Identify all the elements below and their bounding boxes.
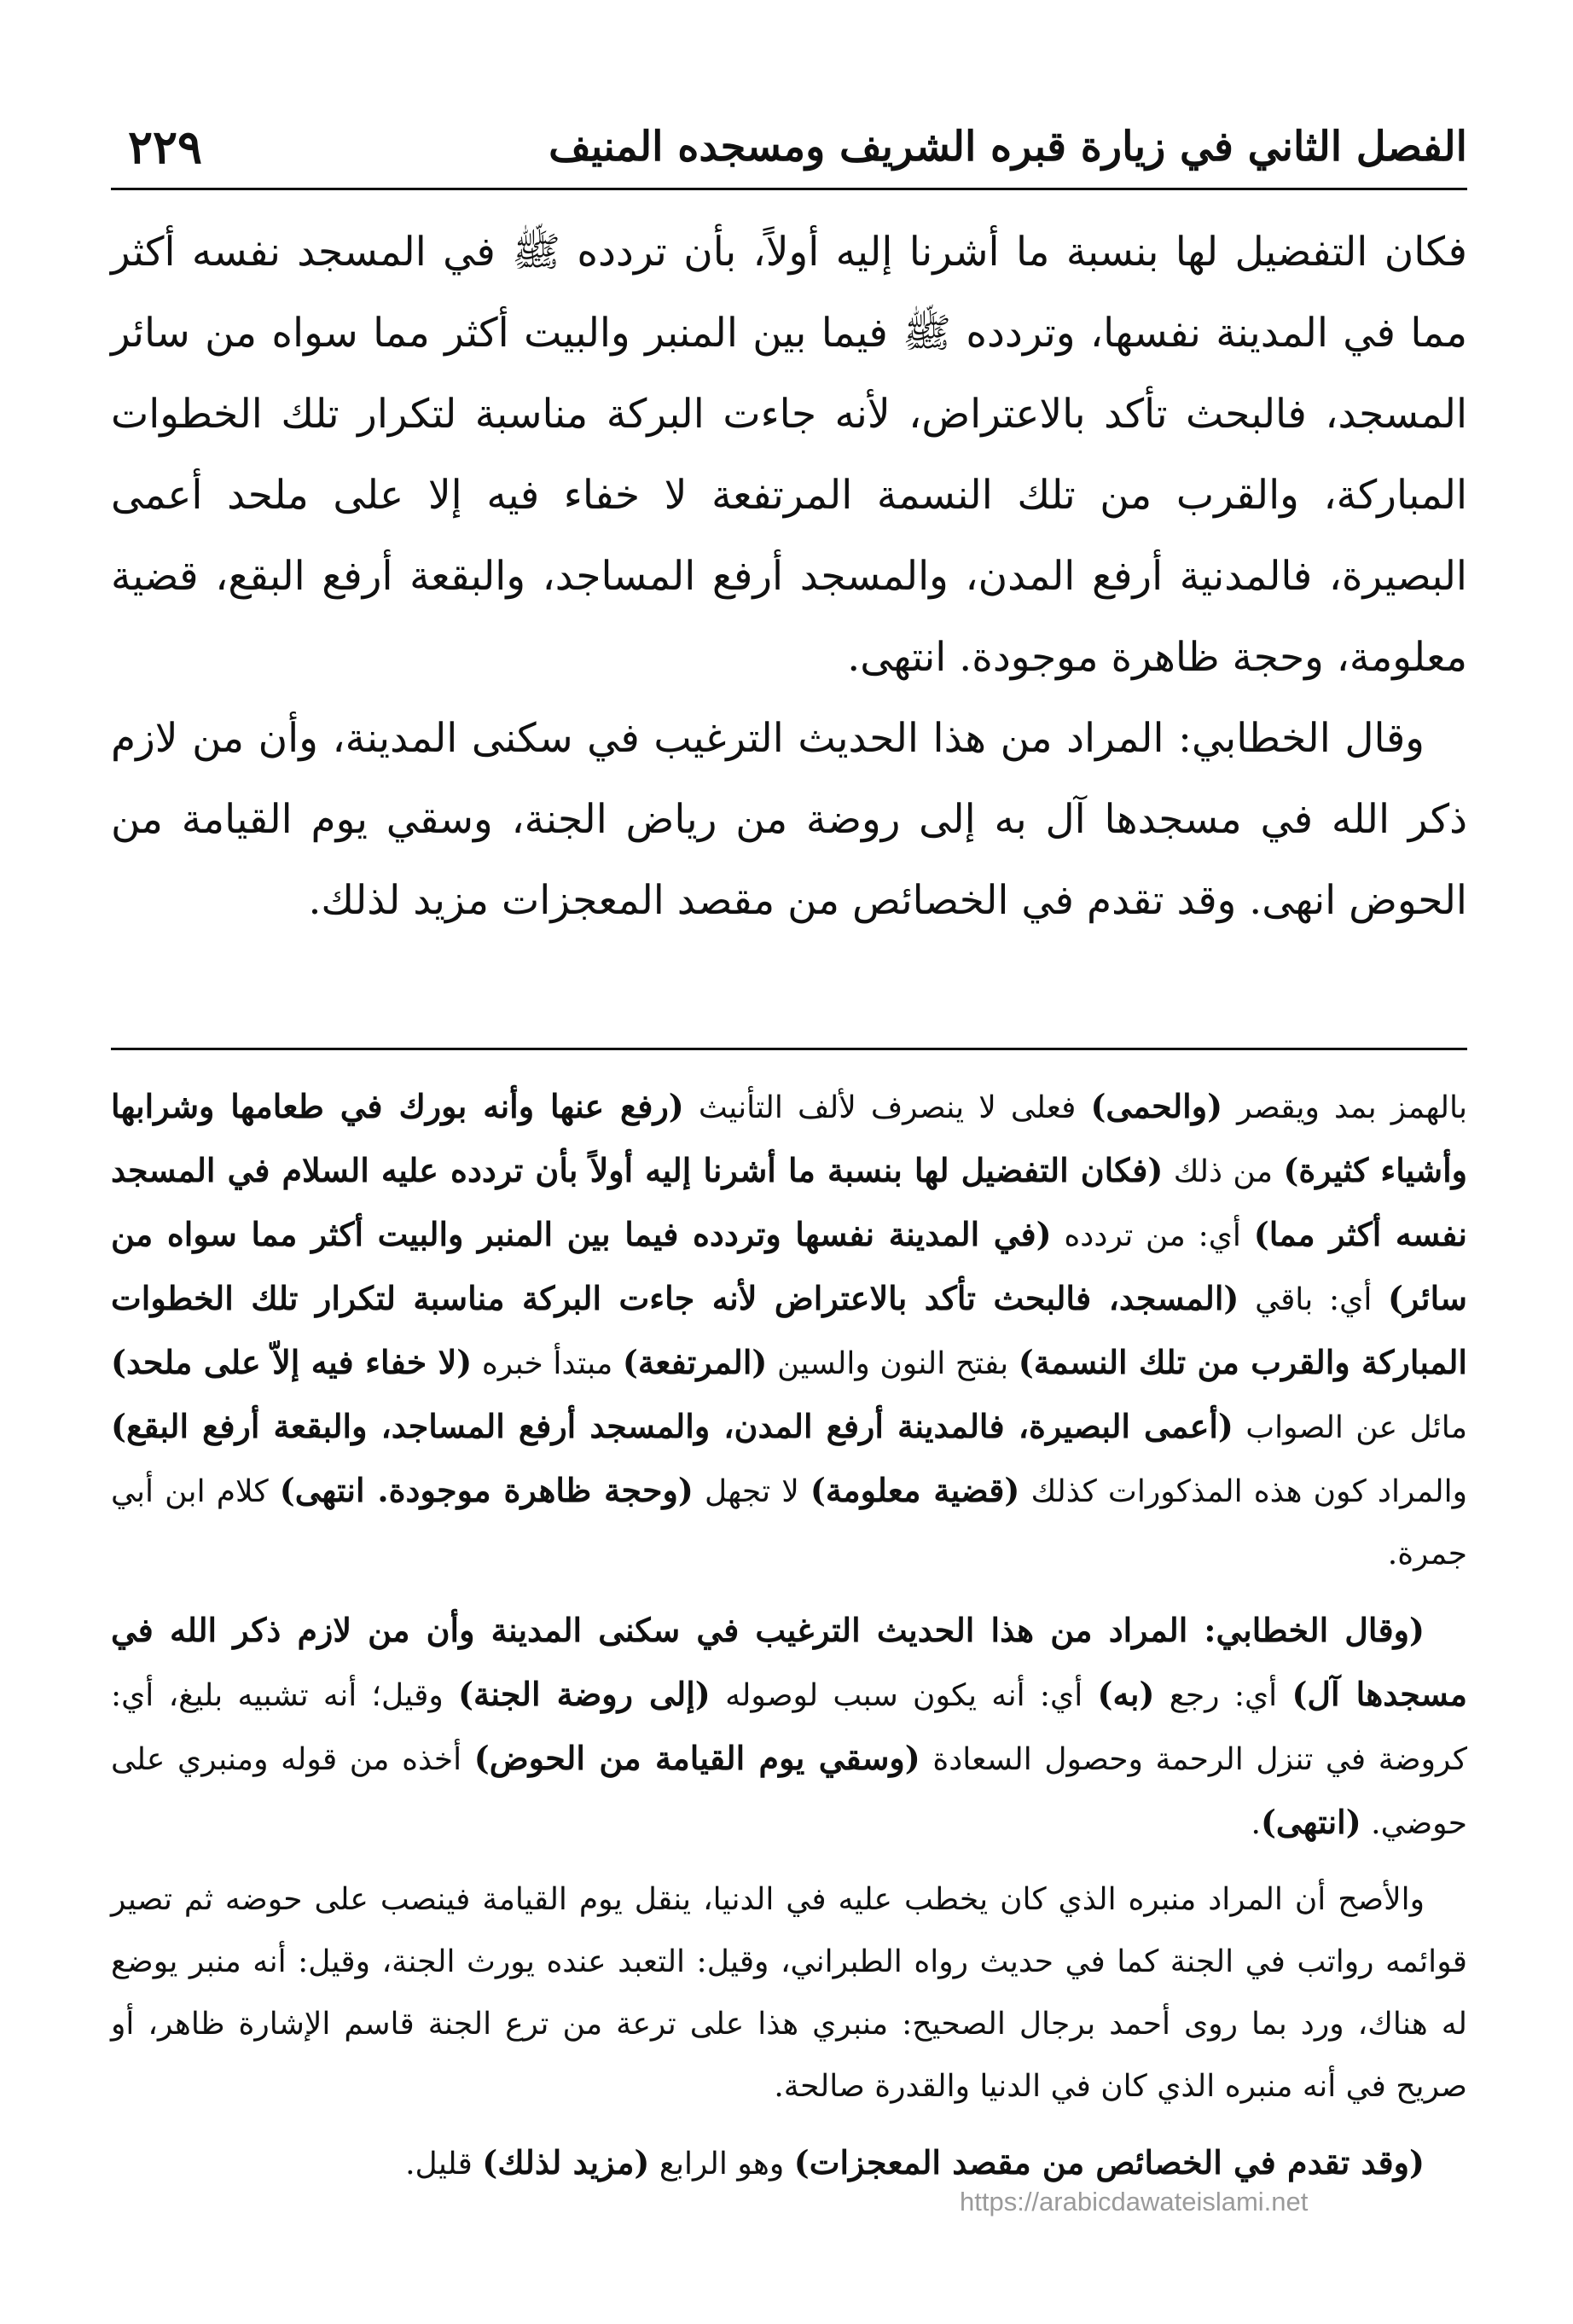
book-page [111,111,1467,2278]
quoted-matn-text: (المسجد، فالبحث تأكد بالاعتراض لأنه جاءت البركة مناسبة لتكرار تلك الخطوات المباركة والقرب من تلك النسمة) [111,1279,1467,1381]
quoted-matn-text: (به) [1097,1675,1155,1713]
quoted-matn-text: (المرتفعة) [622,1343,768,1381]
main-paragraph-2: وقال الخطابي: المراد من هذا الحديث الترغيب في سكنى المدينة، وأن من لازم ذكر الله في مسجدها آل به إلى روضة من رياض الجنة، وسقي يوم القيامة من الحوض انهى. وقد تقدم في الخصائص من مقصد المعجزات مزيد لذلك. [111,715,1467,924]
page-header [111,111,1467,190]
commentary-text: وهو الرابع [649,2147,794,2182]
commentary-text: من ذلك [1163,1154,1284,1189]
quoted-matn-text: (أعمى البصيرة، فالمدينة أرفع المدن، والمسجد أرفع المساجد، والبقعة أرفع البقع) [111,1407,1233,1445]
commentary-text: أي: من تردده [1051,1218,1254,1253]
commentary-text: لا تجهل [693,1474,810,1509]
main-paragraph-1: فكان التفضيل لها بنسبة ما أشرنا إليه أولاً، بأن تردده ﷺ في المسجد نفسه أكثر مما في المدينة نفسها، وتردده ﷺ فيما بين المنبر والبيت أكثر مما سواه من سائر المسجد، فالبحث تأكد بالاعتراض، لأنه جاءت البركة مناسبة لتكرار تلك الخطوات المباركة، والقرب من تلك النسمة المرتفعة لا خفاء فيه إلا على ملحد أعمى البصيرة، فالمدنية أرفع المدن، والمسجد أرفع المساجد، والبقعة أرفع البقع، قضية معلومة، وحجة ظاهرة موجودة. انتهى. [111,229,1467,681]
commentary-text: أي: أنه يكون سبب لوصوله [710,1678,1098,1713]
commentary-text: مبتدأ خبره [472,1346,623,1381]
page-number: ٢٢٩ [128,119,203,174]
commentary-paragraph-3: والأصح أن المراد منبره الذي كان يخطب عليه في الدنيا، ينقل يوم القيامة فينصب على حوضه ثم تصير قوائمه رواتب في الجنة كما في حديث رواه الطبراني، وقيل: التعبد عنده يورث الجنة، وقيل: أنه منبر يوضع له هناك، ورد بما روى أحمد برجال الصحيح: منبري هذا على ترعة من ترع الجنة قاسم الإشارة ظاهر، أو صريح في أنه منبره الذي كان في الدنيا والقدرة صالحة. [111,1882,1467,2104]
commentary-section [111,1075,1467,2209]
commentary-text: بفتح النون والسين [767,1346,1019,1381]
quoted-matn-text: (وحجة ظاهرة موجودة. انتهى) [279,1471,694,1509]
commentary-paragraph-2 [111,1599,1467,1855]
quoted-matn-text: (إلى روضة الجنة) [458,1675,711,1713]
quoted-matn-text: (مزيد لذلك) [482,2143,650,2182]
quoted-matn-text: (وقد تقدم في الخصائص من مقصد المعجزات) [793,2143,1425,2182]
quoted-matn-text: (فكان التفضيل لها بنسبة ما أشرنا إليه أولاً بأن تردده عليه السلام في المسجد نفسه أكثر مما) [111,1151,1467,1253]
commentary-text: كلام ابن أبي جمرة. [111,1474,1467,1572]
commentary-text: فعلى لا ينصرف لألف التأنيث [683,1090,1091,1125]
main-text [111,212,1467,941]
commentary-text: والمراد كون هذه المذكورات كذلك [1019,1474,1467,1509]
commentary-text: بالهمز بمد ويقصر [1222,1090,1468,1125]
watermark-url: https://arabicdawateislami.net [960,2187,1309,2217]
running-title: الفصل الثاني في زيارة قبره الشريف ومسجده المنيف [549,123,1467,171]
commentary-text: أخذه من قوله ومنبري على حوضي. [111,1742,1467,1841]
quoted-matn-text: (في المدينة نفسها وتردده فيما بين المنبر والبيت أكثر مما سواه من سائر) [111,1215,1467,1317]
quoted-matn-text: (قضية معلومة) [810,1471,1020,1509]
quoted-matn-text: (رفع عنها وأنه بورك في طعامها وشرابها وأشياء كثيرة) [111,1087,1467,1189]
quoted-matn-text: (لا خفاء فيه إلاّ على ملحد) [111,1343,473,1381]
quoted-matn-text: (والحمى) [1090,1087,1223,1125]
quoted-matn-text: (انتهى) [1260,1803,1361,1841]
commentary-text: أي: رجع [1154,1678,1292,1713]
commentary-text: مائل عن الصواب [1233,1410,1467,1445]
commentary-text: قليل. [405,2147,483,2182]
commentary-paragraph-1 [111,1075,1467,1585]
commentary-text: وقيل؛ أنه تشبيه بليغ، أي: كروضة في تنزل الرحمة وحصول السعادة [111,1678,1467,1777]
commentary-paragraph-4 [111,2131,1467,2195]
commentary-text: أي: باقي [1239,1282,1389,1317]
commentary-text: . [1251,1806,1261,1841]
quoted-matn-text: (وسقي يوم القيامة من الحوض) [473,1739,920,1777]
quoted-matn-text: (وقال الخطابي: المراد من هذا الحديث الترغيب في سكنى المدينة وأن من لازم ذكر الله في مسجدها آل) [111,1611,1468,1713]
footnote-divider [111,1048,1467,1050]
